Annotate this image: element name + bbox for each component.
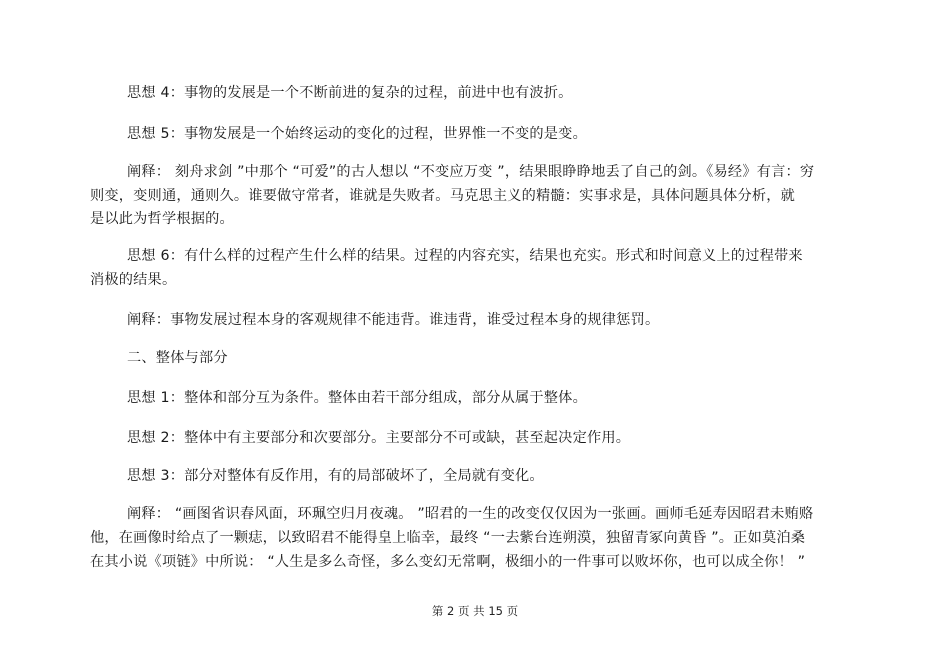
paragraph-explanation-2: 阐释：事物发展过程本身的客观规律不能违背。谁违背，谁受过程本身的规律惩罚。 (127, 312, 660, 328)
section-heading-whole-and-part: 二、整体与部分 (127, 350, 228, 366)
paragraph-explanation-3-line-3: 在其小说《项链》中所说： “人生是多么奇怪，多么变幻无常啊，极细小的一件事可以败坏你，也可以成全你！ ” (90, 554, 806, 570)
paragraph-thought-6-line-1: 思想 6：有什么样的过程产生什么样的结果。过程的内容充实，结果也充实。形式和时间意义上的过程带来 (127, 248, 803, 264)
paragraph-thought-5: 思想 5：事物发展是一个始终运动的变化的过程，世界惟一不变的是变。 (127, 126, 587, 142)
paragraph-whole-thought-2: 思想 2：整体中有主要部分和次要部分。主要部分不可或缺，甚至起决定作用。 (127, 430, 631, 446)
paragraph-thought-6-line-2: 消极的结果。 (90, 272, 177, 288)
paragraph-explanation-1-line-2: 则变，变则通，通则久。谁要做守常者，谁就是失败者。马克思主义的精髓：实事求是，具体问题具体分析，就 (90, 188, 795, 204)
page-number-footer: 第 2 页 共 15 页 (431, 604, 519, 618)
paragraph-explanation-1-line-3: 是以此为哲学根据的。 (90, 211, 234, 227)
paragraph-explanation-3-line-2: 他，在画像时给点了一颗痣，以致昭君不能得皇上临幸，最终 “一去紫台连朔漠，独留青冢向黄昏 ”。正如莫泊桑 (90, 530, 806, 546)
paragraph-thought-4: 思想 4：事物的发展是一个不断前进的复杂的过程，前进中也有波折。 (127, 85, 573, 101)
paragraph-explanation-1-line-1: 阐释： 刻舟求剑 ”中那个 “可爱”的古人想以 “不变应万变 ”，结果眼睁睁地丢了自己的剑。《易经》有言：穷 (127, 164, 815, 180)
paragraph-explanation-3-line-1: 阐释： “画图省识春风面，环珮空归月夜魂。 ”昭君的一生的改变仅仅因为一张画。画师毛延寿因昭君未贿赂 (127, 506, 814, 522)
paragraph-whole-thought-1: 思想 1：整体和部分互为条件。整体由若干部分组成，部分从属于整体。 (127, 390, 587, 406)
paragraph-whole-thought-3: 思想 3：部分对整体有反作用，有的局部破坏了，全局就有变化。 (127, 468, 544, 484)
